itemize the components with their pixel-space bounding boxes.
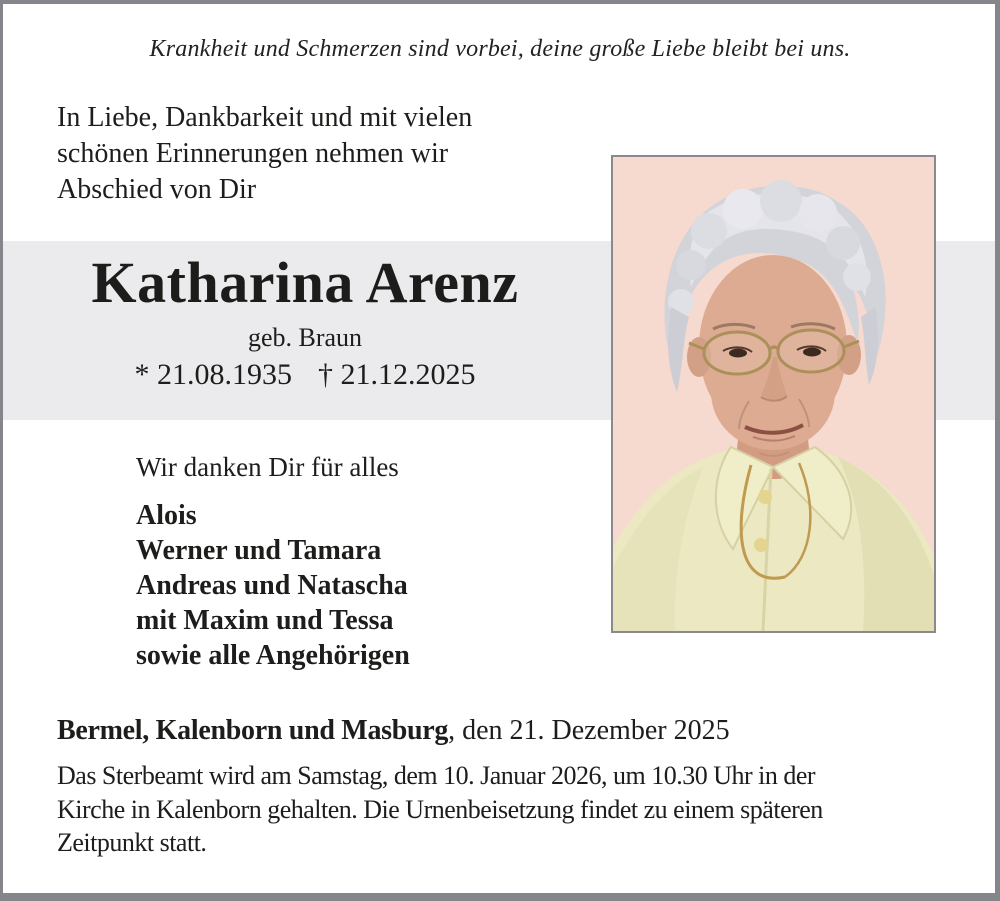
mourner-line: mit Maxim und Tessa bbox=[136, 605, 394, 636]
mourner-line: Werner und Tamara bbox=[136, 535, 382, 566]
place-date-line bbox=[57, 715, 730, 747]
deceased-name-block bbox=[0, 252, 610, 391]
deceased-name: Katharina Arenz bbox=[91, 250, 519, 315]
mourner-line: Andreas und Natascha bbox=[136, 570, 408, 601]
life-dates bbox=[0, 359, 610, 391]
place-names: Bermel, Kalenborn und Masburg bbox=[57, 715, 449, 746]
epigraph-quote: Krankheit und Schmerzen sind vorbei, deine große Liebe bleibt bei uns. bbox=[149, 36, 851, 62]
page-border-right bbox=[995, 0, 1000, 901]
intro-line: Abschied von Dir bbox=[57, 174, 257, 205]
intro-line: In Liebe, Dankbarkeit und mit vielen bbox=[57, 102, 473, 133]
service-notice-line: Zeitpunkt statt. bbox=[57, 828, 207, 857]
mourner-line: Alois bbox=[136, 500, 197, 531]
page-border-left bbox=[0, 0, 3, 901]
service-notice-line: Das Sterbeamt wird am Samstag, dem 10. Januar 2026, um 10.30 Uhr in der bbox=[57, 761, 816, 790]
page-border-top bbox=[0, 0, 1000, 4]
intro-paragraph bbox=[57, 100, 472, 208]
portrait-illustration bbox=[613, 157, 934, 631]
service-notice-line: Kirche in Kalenborn gehalten. Die Urnenbeisetzung findet zu einem späteren bbox=[57, 794, 823, 824]
service-notice bbox=[57, 759, 823, 860]
page-border-bottom bbox=[0, 893, 1000, 901]
intro-line: schönen Erinnerungen nehmen wir bbox=[57, 138, 449, 169]
mourners-list bbox=[136, 498, 410, 673]
death-date: † 21.12.2025 bbox=[318, 358, 476, 391]
portrait-photo bbox=[611, 155, 936, 633]
birth-name: geb. Braun bbox=[247, 323, 363, 352]
mourner-line: sowie alle Angehörigen bbox=[136, 640, 410, 671]
date-text: , den 21. Dezember 2025 bbox=[448, 715, 730, 746]
thanks-line: Wir danken Dir für alles bbox=[136, 452, 399, 482]
birth-date: * 21.08.1935 bbox=[134, 358, 292, 391]
